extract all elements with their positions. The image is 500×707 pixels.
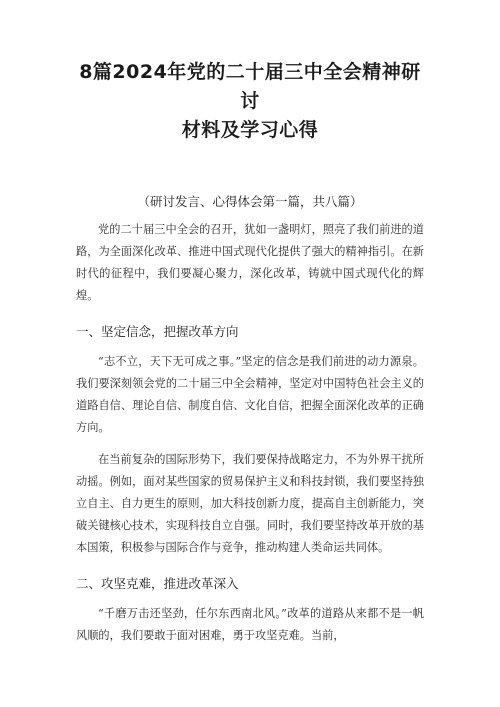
intro-paragraph: 党的二十届三中全会的召开，犹如一盏明灯，照亮了我们前进的道路，为全面深化改革、推进中国式现代化提供了强大的精神指引。在新时代的征程中，我们要凝心聚力，深化改革，铸就中国式现代化的辉煌。 xyxy=(76,223,424,302)
document-subtitle: （研讨发言、心得体会第一篇，共八篇） xyxy=(137,194,363,209)
section-1-paragraph-2: 在当前复杂的国际形势下，我们要保持战略定力，不为外界干扰所动摇。例如，面对某些国家的贸易保护主义和科技封锁，我们要坚持独立自主、自力更生的原则，加大科技创新力度，提高自主创新能力，突破关键核心技术，实现科技自立自强。同时，我们要坚持改革开放的基本国策，积极参与国际合作与竞争，推动构建人类命运共同体。 xyxy=(76,453,424,554)
section-1-heading: 一、坚定信念，把握改革方向 xyxy=(76,324,239,339)
section-2-heading: 二、攻坚克难，推进改革深入 xyxy=(76,576,239,591)
title-line-1: 8篇2024年党的二十届三中全会精神研讨 xyxy=(79,61,421,112)
title-line-2: 材料及学习心得 xyxy=(181,119,319,141)
section-1-paragraph-1: “志不立，天下无可成之事。”坚定的信念是我们前进的动力源泉。我们要深刻领会党的二十届三中全会精神，坚定对中国特色社会主义的道路自信、理论自信、制度自信、文化自信，把握全面深化改革的正确方向。 xyxy=(76,355,424,434)
document-title xyxy=(76,58,424,145)
section-2-paragraph-1: “千磨万击还坚劲，任尔东西南北风。”改革的道路从来都不是一帆风顺的，我们要敢于面对困难，勇于攻坚克难。当前， xyxy=(76,607,424,642)
paragraph-gap xyxy=(76,439,424,449)
